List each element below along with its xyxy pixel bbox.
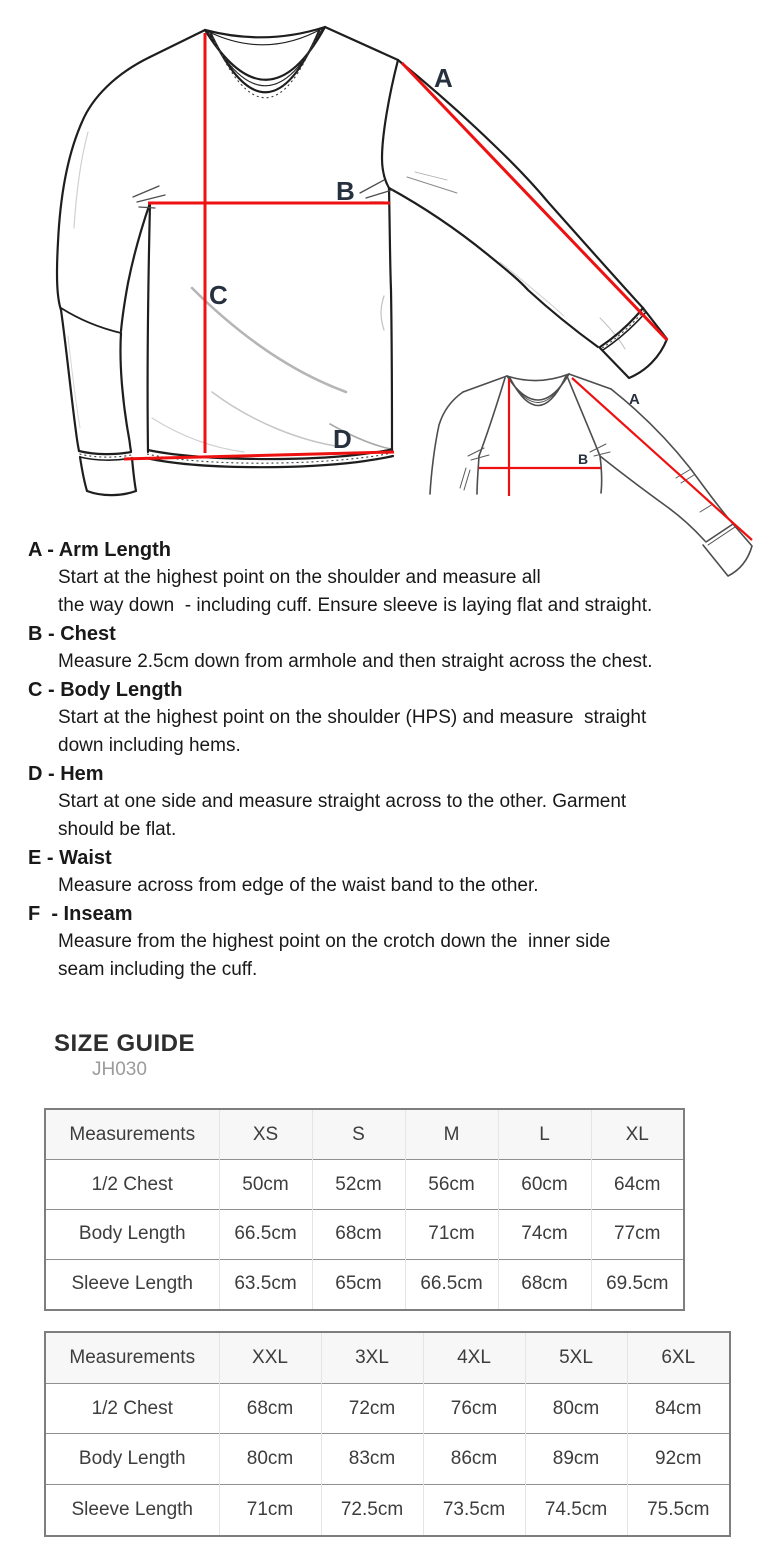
- left-shoulder-seam: [150, 30, 205, 57]
- value-cell: 60cm: [498, 1160, 591, 1210]
- left-cuff: [80, 457, 136, 495]
- left-forearm-inner: [120, 333, 131, 451]
- table-row: [45, 1160, 684, 1210]
- table-header-row: [45, 1332, 730, 1384]
- definition-text: seam including the cuff.: [58, 959, 258, 980]
- definition-text: Start at the highest point on the shoulder and measure all: [58, 567, 541, 588]
- definition-heading-b: B - Chest: [28, 623, 116, 645]
- header-cell: 5XL: [525, 1332, 627, 1384]
- value-cell: 89cm: [525, 1434, 627, 1484]
- right-cuff-seam: [600, 308, 643, 347]
- label-b: B: [336, 176, 355, 206]
- row-label: 1/2 Chest: [45, 1384, 219, 1434]
- value-cell: 72cm: [321, 1384, 423, 1434]
- size-guide-title: SIZE GUIDE: [54, 1030, 196, 1057]
- inset-left-raglan-seam: [479, 378, 505, 456]
- value-cell: 66.5cm: [219, 1209, 312, 1259]
- main-shirt-stitching: [80, 30, 645, 463]
- value-cell: 66.5cm: [405, 1259, 498, 1310]
- inset-body-left-edge: [477, 456, 479, 494]
- size-table-xxl-6xl: [44, 1331, 731, 1537]
- measurement-line-a: [402, 63, 667, 340]
- body-right-edge: [382, 60, 398, 450]
- table-row: [45, 1209, 684, 1259]
- header-cell: 3XL: [321, 1332, 423, 1384]
- inset-label-a: A: [629, 391, 640, 408]
- value-cell: 77cm: [591, 1209, 684, 1259]
- table-row: [45, 1384, 730, 1434]
- header-cell: 6XL: [627, 1332, 730, 1384]
- value-cell: 76cm: [423, 1384, 525, 1434]
- label-a: A: [434, 63, 453, 93]
- row-label: Body Length: [45, 1434, 219, 1484]
- value-cell: 65cm: [312, 1259, 405, 1310]
- value-cell: 74.5cm: [525, 1484, 627, 1536]
- header-cell: Measurements: [45, 1109, 219, 1160]
- inset-body-right-edge: [600, 456, 602, 493]
- value-cell: 71cm: [405, 1209, 498, 1259]
- value-cell: 68cm: [498, 1259, 591, 1310]
- header-cell: S: [312, 1109, 405, 1160]
- row-label: Sleeve Length: [45, 1484, 219, 1536]
- definition-text: down including hems.: [58, 735, 241, 756]
- value-cell: 52cm: [312, 1160, 405, 1210]
- table-header-row: [45, 1109, 684, 1160]
- definition-text: Measure from the highest point on the crotch down the inner side: [58, 931, 611, 952]
- inset-right-sleeve-bottom: [600, 456, 705, 541]
- value-cell: 68cm: [219, 1384, 321, 1434]
- value-cell: 80cm: [525, 1384, 627, 1434]
- definition-text: Start at one side and measure straight across to the other. Garment: [58, 791, 627, 812]
- row-label: Sleeve Length: [45, 1259, 219, 1310]
- header-cell: Measurements: [45, 1332, 219, 1384]
- definition-text: should be flat.: [58, 819, 177, 840]
- value-cell: 56cm: [405, 1160, 498, 1210]
- row-label: Body Length: [45, 1209, 219, 1259]
- value-cell: 74cm: [498, 1209, 591, 1259]
- definition-heading-d: D - Hem: [28, 763, 104, 785]
- value-cell: 69.5cm: [591, 1259, 684, 1310]
- inset-line-a: [572, 378, 752, 540]
- header-cell: M: [405, 1109, 498, 1160]
- definition-text: Measure 2.5cm down from armhole and then straight across the chest.: [58, 651, 653, 672]
- product-code: JH030: [92, 1059, 147, 1080]
- table-row: [45, 1434, 730, 1484]
- value-cell: 86cm: [423, 1434, 525, 1484]
- definition-heading-a: A - Arm Length: [28, 539, 171, 561]
- inset-label-b: B: [578, 451, 589, 467]
- body-left-edge: [148, 203, 150, 452]
- table-row: [45, 1259, 684, 1310]
- inset-measurement-lines: [479, 378, 752, 540]
- garment-measurement-diagram: [0, 0, 767, 585]
- left-elbow-seam: [61, 308, 121, 333]
- inset-right-sleeve-top: [611, 389, 733, 524]
- right-shoulder-seam: [325, 27, 398, 60]
- row-label: 1/2 Chest: [45, 1160, 219, 1210]
- definition-text: Measure across from edge of the waist band to the other.: [58, 875, 539, 896]
- left-cuff-seam: [79, 451, 131, 454]
- header-cell: L: [498, 1109, 591, 1160]
- definition-heading-f: F - Inseam: [28, 903, 133, 925]
- value-cell: 80cm: [219, 1434, 321, 1484]
- value-cell: 64cm: [591, 1160, 684, 1210]
- value-cell: 92cm: [627, 1434, 730, 1484]
- label-d: D: [333, 424, 352, 454]
- value-cell: 83cm: [321, 1434, 423, 1484]
- value-cell: 72.5cm: [321, 1484, 423, 1536]
- definition-heading-e: E - Waist: [28, 847, 112, 869]
- definition-text: Start at the highest point on the shoulder (HPS) and measure straight: [58, 707, 647, 728]
- left-sleeve-outer: [57, 57, 150, 451]
- right-sleeve-bottom: [389, 188, 598, 347]
- definition-heading-c: C - Body Length: [28, 679, 183, 701]
- value-cell: 50cm: [219, 1160, 312, 1210]
- value-cell: 63.5cm: [219, 1259, 312, 1310]
- value-cell: 71cm: [219, 1484, 321, 1536]
- value-cell: 73.5cm: [423, 1484, 525, 1536]
- measurement-definitions: [28, 536, 764, 984]
- header-cell: 4XL: [423, 1332, 525, 1384]
- left-sleeve-inner: [121, 203, 150, 331]
- label-c: C: [209, 280, 228, 310]
- header-cell: XL: [591, 1109, 684, 1160]
- inset-left-sleeve-outer: [430, 392, 463, 494]
- value-cell: 68cm: [312, 1209, 405, 1259]
- main-shirt-outline: [57, 27, 667, 495]
- table-row: [45, 1484, 730, 1536]
- header-cell: XS: [219, 1109, 312, 1160]
- size-table-xs-xl: [44, 1108, 685, 1311]
- definition-text: the way down - including cuff. Ensure sleeve is laying flat and straight.: [58, 595, 653, 616]
- value-cell: 84cm: [627, 1384, 730, 1434]
- value-cell: 75.5cm: [627, 1484, 730, 1536]
- header-cell: XXL: [219, 1332, 321, 1384]
- measurement-lines: [124, 33, 667, 459]
